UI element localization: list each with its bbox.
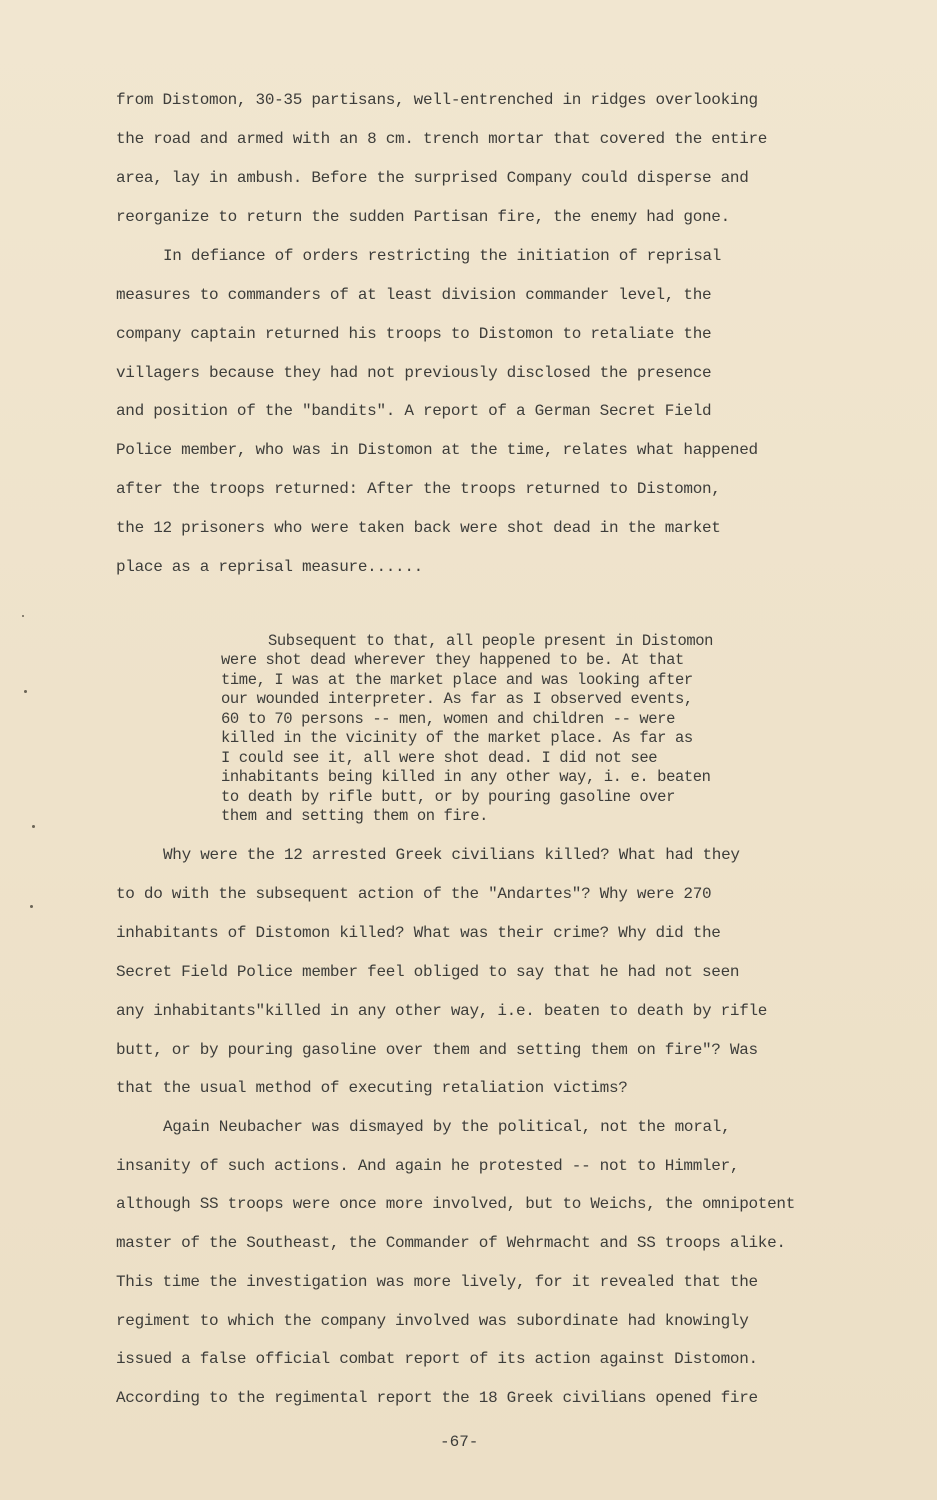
page-number: -67- [440, 1433, 479, 1451]
text-line: Secret Field Police member feel obliged to say that he had not seen [116, 963, 740, 981]
text-line: inhabitants of Distomon killed? What was their crime? Why did the [116, 924, 721, 942]
quote-line: them and setting them on fire. [221, 807, 489, 825]
text-line: Police member, who was in Distomon at the time, relates what happened [116, 441, 758, 459]
quote-line: Subsequent to that, all people present in Distomon [268, 632, 714, 650]
text-line: area, lay in ambush. Before the surprised Company could disperse and [116, 169, 749, 187]
quote-line: to death by rifle butt, or by pouring gasoline over [221, 788, 675, 806]
scan-speck [22, 615, 24, 617]
scan-speck [24, 690, 27, 693]
quote-line: time, I was at the market place and was looking after [221, 671, 693, 689]
quote-line: inhabitants being killed in any other way, i. e. beaten [221, 768, 711, 786]
text-line: from Distomon, 30-35 partisans, well-entrenched in ridges overlooking [116, 91, 758, 109]
text-line: issued a false official combat report of its action against Distomon. [116, 1350, 758, 1368]
quote-line: killed in the vicinity of the market place. As far as [221, 729, 693, 747]
quote-line: 60 to 70 persons -- men, women and children -- were [221, 710, 675, 728]
quote-line: were shot dead wherever they happened to be. At that [221, 651, 684, 669]
text-line: and position of the "bandits". A report of a German Secret Field [116, 402, 712, 420]
scan-speck [30, 905, 33, 908]
text-line: that the usual method of executing retaliation victims? [116, 1079, 628, 1097]
text-line: although SS troops were once more involved, but to Weichs, the omnipotent [116, 1195, 796, 1213]
text-line: after the troops returned: After the troops returned to Distomon, [116, 480, 721, 498]
text-line: In defiance of orders restricting the initiation of reprisal [163, 247, 722, 265]
text-line: butt, or by pouring gasoline over them and setting them on fire"? Was [116, 1041, 758, 1059]
text-line: regiment to which the company involved was subordinate had knowingly [116, 1312, 749, 1330]
scan-speck [32, 825, 35, 828]
text-line: Again Neubacher was dismayed by the political, not the moral, [163, 1118, 731, 1136]
text-line: reorganize to return the sudden Partisan fire, the enemy had gone. [116, 208, 730, 226]
text-line: Why were the 12 arrested Greek civilians killed? What had they [163, 846, 740, 864]
text-line: the road and armed with an 8 cm. trench mortar that covered the entire [116, 130, 768, 148]
text-line: This time the investigation was more lively, for it revealed that the [116, 1273, 758, 1291]
text-line: the 12 prisoners who were taken back were shot dead in the market [116, 519, 721, 537]
text-line: any inhabitants"killed in any other way, i.e. beaten to death by rifle [116, 1002, 768, 1020]
text-line: place as a reprisal measure...... [116, 558, 423, 576]
quote-line: our wounded interpreter. As far as I observed events, [221, 690, 693, 708]
text-line: insanity of such actions. And again he protested -- not to Himmler, [116, 1157, 740, 1175]
text-line: master of the Southeast, the Commander of Wehrmacht and SS troops alike. [116, 1234, 786, 1252]
text-line: According to the regimental report the 18 Greek civilians opened fire [116, 1389, 758, 1407]
text-line: villagers because they had not previously disclosed the presence [116, 364, 712, 382]
text-line: company captain returned his troops to Distomon to retaliate the [116, 325, 712, 343]
quote-line: I could see it, all were shot dead. I did not see [221, 749, 658, 767]
text-line: to do with the subsequent action of the "Andartes"? Why were 270 [116, 885, 712, 903]
text-line: measures to commanders of at least division commander level, the [116, 286, 712, 304]
